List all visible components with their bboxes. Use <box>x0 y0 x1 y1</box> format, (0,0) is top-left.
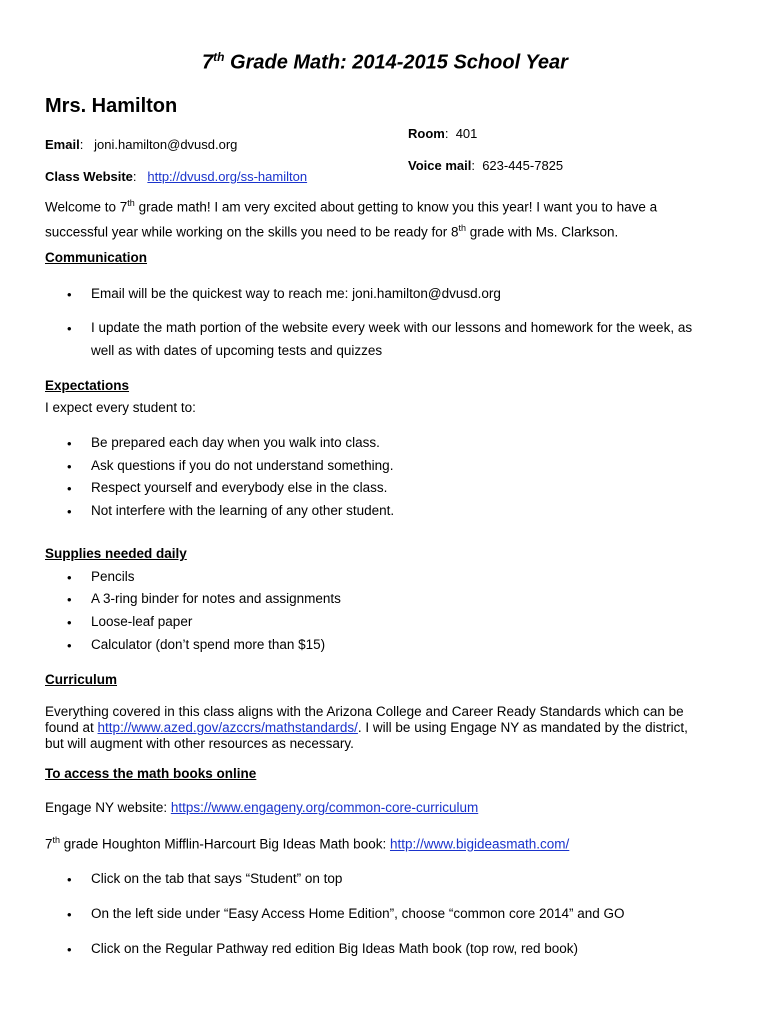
list-item: Respect yourself and everybody else in the class. <box>91 480 388 495</box>
bullet-icon: • <box>67 638 72 653</box>
list-item: I update the math portion of the website every week with our lessons and homework for the week, as <box>91 320 693 335</box>
bullet-icon: • <box>67 436 72 451</box>
list-item: Be prepared each day when you walk into class. <box>91 435 380 450</box>
list-item: On the left side under “Easy Access Home Edition”, choose “common core 2014” and GO <box>91 906 625 921</box>
books-heading: To access the math books online <box>45 766 257 781</box>
curriculum-paragraph: Everything covered in this class aligns with the Arizona College and Career Ready Standards which can be found at http://www.azed.gov/azccrs/mathstandards/. I will be using Engage NY as mandated by the district, but will augment with other resources as necessary. <box>45 704 688 751</box>
class-website-link[interactable]: http://dvusd.org/ss-hamilton <box>147 169 308 184</box>
list-item: Email will be the quickest way to reach me: joni.hamilton@dvusd.org <box>91 286 501 301</box>
email-value: joni.hamilton@dvusd.org <box>94 137 238 152</box>
list-item: A 3-ring binder for notes and assignments <box>91 591 341 606</box>
bullet-icon: • <box>67 592 72 607</box>
bullet-icon: • <box>67 872 72 887</box>
bullet-icon: • <box>67 287 72 302</box>
expectations-intro: I expect every student to: <box>45 400 196 415</box>
engage-line: Engage NY website: https://www.engageny.org/common-core-curriculum <box>45 800 479 815</box>
list-item: well as with dates of upcoming tests and quizzes <box>91 343 383 358</box>
azed-standards-link[interactable]: http://www.azed.gov/azccrs/mathstandards/ <box>97 720 358 735</box>
voicemail-line: Voice mail: 623-445-7825 <box>408 158 564 173</box>
bigideas-line: 7th grade Houghton Mifflin-Harcourt Big Ideas Math book: http://www.bigideasmath.com/ <box>45 835 570 852</box>
bullet-icon: • <box>67 907 72 922</box>
bullet-icon: • <box>67 942 72 957</box>
email-line: Email: joni.hamilton@dvusd.org <box>45 137 238 152</box>
list-item: Not interfere with the learning of any other student. <box>91 503 395 518</box>
bullet-icon: • <box>67 504 72 519</box>
bullet-icon: • <box>67 481 72 496</box>
supplies-heading: Supplies needed daily <box>45 546 187 561</box>
list-item: Loose-leaf paper <box>91 614 193 629</box>
bullet-icon: • <box>67 615 72 630</box>
page-title: 7th Grade Math: 2014-2015 School Year <box>202 50 568 74</box>
list-item: Calculator (don’t spend more than $15) <box>91 637 326 652</box>
welcome-paragraph: Welcome to 7th grade math! I am very excited about getting to know you this year! I want you to have a successful year while working on the skills you need to be ready for 8th grade with Ms. Clarkson. <box>45 198 658 239</box>
teacher-name: Mrs. Hamilton <box>45 95 178 117</box>
expectations-heading: Expectations <box>45 378 130 393</box>
bigideasmath-link[interactable]: http://www.bigideasmath.com/ <box>389 836 570 852</box>
list-item: Click on the tab that says “Student” on top <box>91 871 343 886</box>
curriculum-heading: Curriculum <box>45 672 118 687</box>
bullet-icon: • <box>67 570 72 585</box>
website-line: Class Website: http://dvusd.org/ss-hamilton <box>45 169 308 184</box>
bullet-icon: • <box>67 321 72 336</box>
bullet-icon: • <box>67 459 72 474</box>
list-item: Click on the Regular Pathway red edition Big Ideas Math book (top row, red book) <box>91 941 579 956</box>
engageny-link[interactable]: https://www.engageny.org/common-core-curriculum <box>170 800 479 815</box>
communication-heading: Communication <box>45 250 148 265</box>
list-item: Pencils <box>91 569 135 584</box>
room-line: Room: 401 <box>408 126 478 141</box>
list-item: Ask questions if you do not understand something. <box>91 458 394 473</box>
